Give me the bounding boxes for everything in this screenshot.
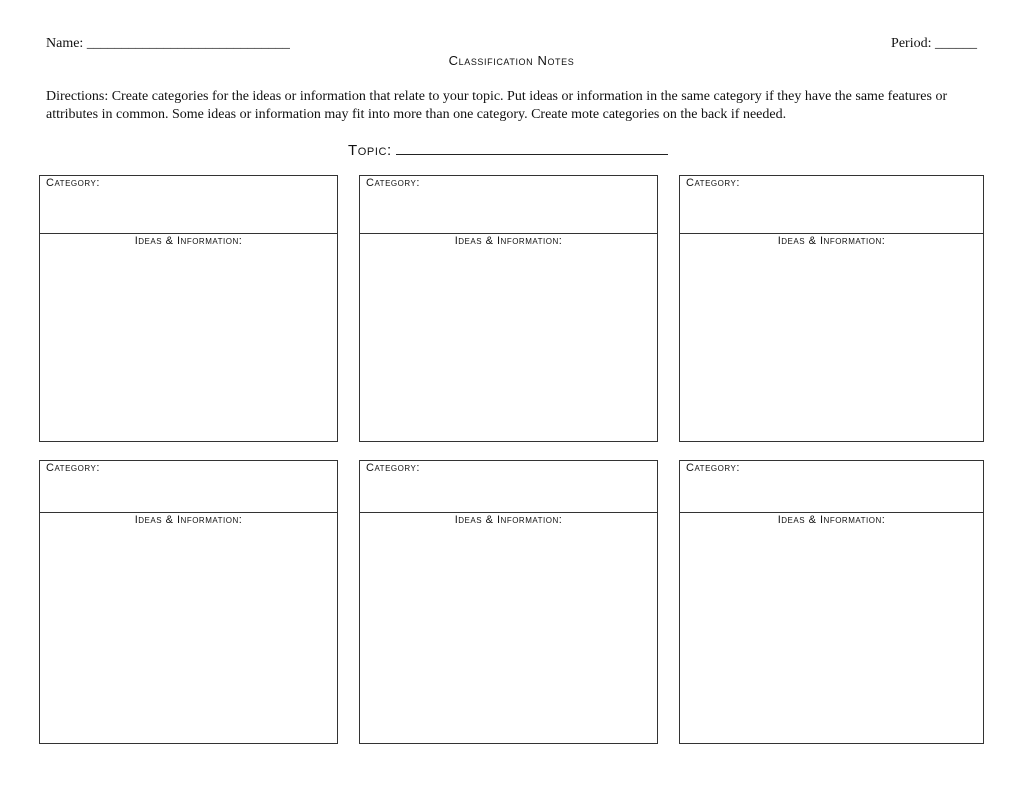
ideas-information-label: Ideas & Information: xyxy=(777,235,886,247)
category-box[interactable] xyxy=(39,175,338,442)
page-title: Classification Notes xyxy=(448,53,575,68)
category-label: Category: xyxy=(366,177,420,189)
ideas-information-label: Ideas & Information: xyxy=(777,514,886,526)
category-label: Category: xyxy=(686,177,740,189)
category-label: Category: xyxy=(686,462,740,474)
period-field[interactable]: Period: ______ xyxy=(891,36,977,51)
category-label: Category: xyxy=(46,177,100,189)
ideas-information-label: Ideas & Information: xyxy=(134,235,243,247)
category-label: Category: xyxy=(46,462,100,474)
category-header[interactable] xyxy=(680,461,983,513)
topic-field[interactable] xyxy=(348,140,668,159)
category-header[interactable] xyxy=(40,176,337,234)
directions-text: Directions: Create categories for the ideas or information that relate to your topic. Put ideas or information in the same category if they have the same features or attributes in common. Some ideas or information may fit into more than one category. Create mote categories on the back if needed. xyxy=(46,89,948,122)
category-header[interactable] xyxy=(40,461,337,513)
ideas-information-label: Ideas & Information: xyxy=(454,235,563,247)
category-box[interactable] xyxy=(679,460,984,744)
name-field[interactable]: Name: _____________________________ xyxy=(46,36,290,51)
category-box[interactable] xyxy=(39,460,338,744)
category-box[interactable] xyxy=(359,175,658,442)
topic-label: Topic: xyxy=(348,142,392,159)
ideas-information-label: Ideas & Information: xyxy=(134,514,243,526)
category-header[interactable] xyxy=(360,461,657,513)
ideas-information-label: Ideas & Information: xyxy=(454,514,563,526)
category-label: Category: xyxy=(366,462,420,474)
category-box[interactable] xyxy=(359,460,658,744)
category-box[interactable] xyxy=(679,175,984,442)
topic-blank-line[interactable] xyxy=(396,140,668,155)
category-header[interactable] xyxy=(360,176,657,234)
category-header[interactable] xyxy=(680,176,983,234)
